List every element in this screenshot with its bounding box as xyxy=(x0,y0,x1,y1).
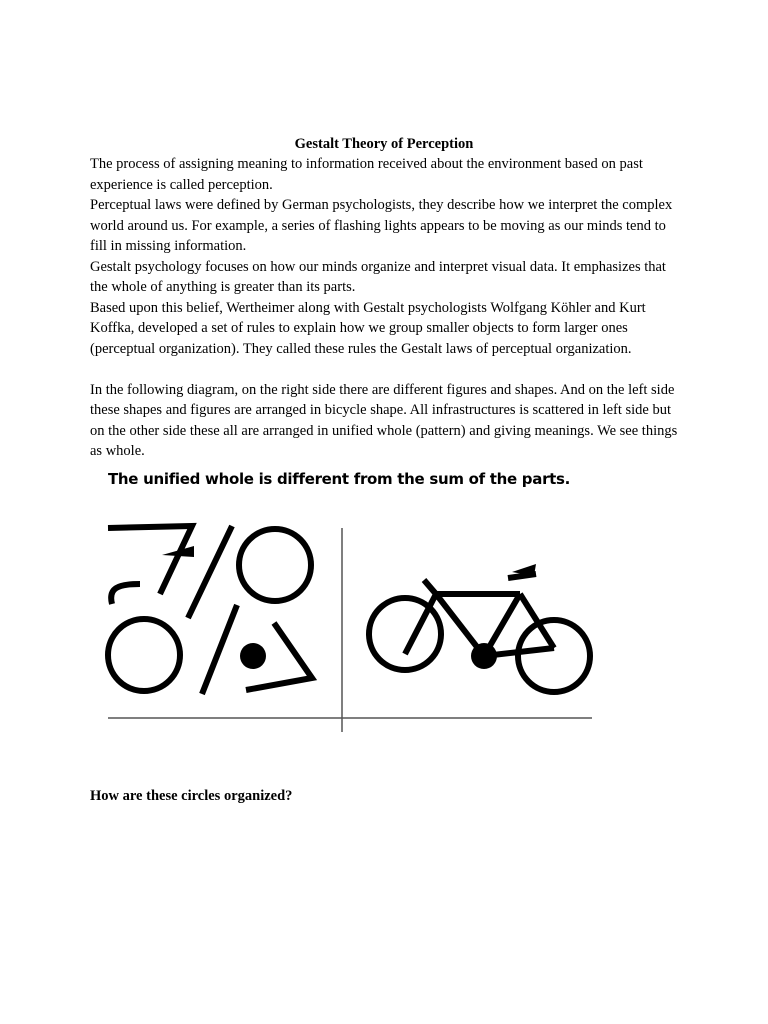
scattered-wheel-top xyxy=(239,529,311,601)
bicycle-crank xyxy=(471,643,497,669)
paragraph-gestalt-psychology: Gestalt psychology focuses on how our minds organize and interpret visual data. It emphasizes that the whole of anything is greater than its parts. xyxy=(90,258,666,295)
paragraph-diagram-description: In the following diagram, on the right side there are different figures and shapes. And on the left side these shapes and figures are arranged in bicycle shape. All infrastructures is scattered in left side but on the other side these all are arranged in unified whole (pattern) and giving meanings. We see things as whole. xyxy=(90,381,678,459)
scattered-top-tube xyxy=(188,526,232,618)
paragraph-perceptual-laws: Perceptual laws were defined by German psychologists, they describe how we interpret the complex world around us. For example, a series of flashing lights appears to be moving as our minds tend to fill in missing information. xyxy=(90,197,673,254)
document-title: Gestalt Theory of Perception xyxy=(294,136,474,152)
figure-caption: The unified whole is different from the sum of the parts. xyxy=(108,470,571,488)
paragraph-wertheimer: Based upon this belief, Wertheimer along with Gestalt psychologists Wolfgang Köhler and Kurt Koffka, developed a set of rules to explain how we group smaller objects to form larger ones (perceptual organization). They called these rules the Gestalt laws of perceptual organization. xyxy=(90,299,646,357)
bicycle-front-wheel xyxy=(518,620,590,692)
scattered-crank xyxy=(240,643,266,669)
scattered-wheel-bottom xyxy=(108,619,180,691)
bicycle-seat-post xyxy=(424,580,436,594)
scattered-seat-tube xyxy=(202,605,237,694)
bicycle-illustration xyxy=(100,468,600,738)
paragraph-spacer xyxy=(90,359,680,380)
gestalt-bicycle-figure xyxy=(100,468,600,738)
circles-question: How are these circles organized? xyxy=(90,788,293,804)
scattered-wedge xyxy=(162,546,194,557)
scattered-handlebar xyxy=(111,584,140,604)
document-body xyxy=(90,154,680,462)
paragraph-perception: The process of assigning meaning to information received about the environment based on past experience is called perception. xyxy=(90,156,643,193)
